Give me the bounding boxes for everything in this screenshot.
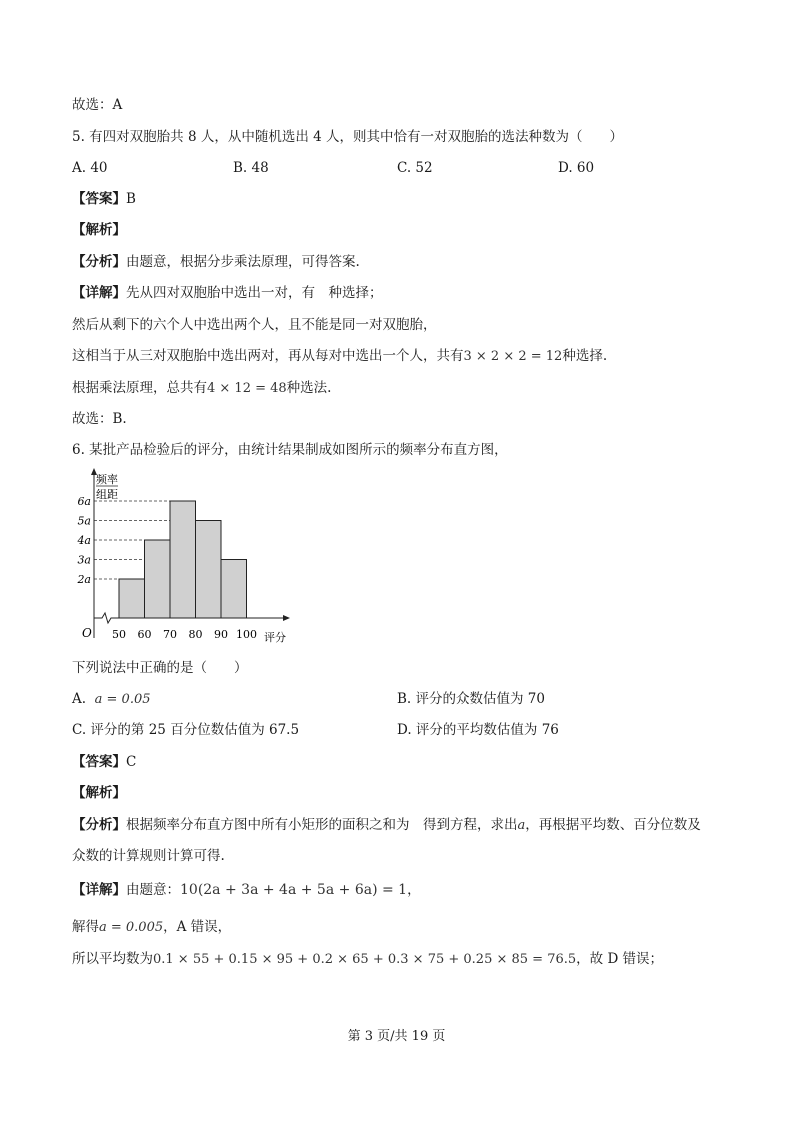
analysis-tag: 【分析】 [72,817,126,833]
ylabel-top: 频率 [96,473,118,486]
math-expression: 10(2a + 3a + 4a + 5a + 6a) = 1 [180,882,408,898]
detail-tag: 【详解】 [72,882,126,898]
text-segment: 这相当于从三对双胞胎中选出两对，再从每对中选出一个人，共有 [72,348,464,364]
text-line [72,950,663,969]
answer-value: B [126,191,136,207]
q5-option-c: C. 52 [397,160,433,176]
text-segment: 解得 [72,919,99,935]
option-letter: A. [72,691,87,707]
histogram-bar [196,521,222,619]
answer-tag: 【答案】 [72,191,126,207]
histogram-bar [221,560,247,619]
q6-option-d: D. 评分的平均数估值为 76 [397,722,559,738]
question-5: 5. 有四对双胞胎共 8 人，从中随机选出 4 人，则其中恰有一对双胞胎的选法种数为（ ） [72,129,624,145]
y-tick-label: 2a [77,573,91,586]
detail-tag: 【详解】 [72,285,126,301]
question-6: 6. 某批产品检验后的评分，由统计结果制成如图所示的频率分布直方图， [72,442,508,458]
q6-option-a [72,690,151,709]
analysis-text: 由题意，根据分步乘法原理，可得答案. [126,254,360,270]
answer-value: C [126,754,137,770]
analysis-6 [72,816,701,835]
text-segment: 根据乘法原理，总共有 [72,380,207,396]
text-line: 故选：A [72,97,123,113]
math-expression: a = 0.05 [94,692,151,707]
frequency-histogram [72,466,302,646]
q5-option-b: B. 48 [233,160,269,176]
text-segment: 种选法. [286,380,332,396]
text-segment: ， [407,882,421,898]
histogram-bar [145,540,171,618]
x-axis-arrow [283,615,290,621]
page-footer: 第 3 页/共 19 页 [347,1029,446,1044]
answer-tag: 【答案】 [72,754,126,770]
math-expression: 4 × 12 = 48 [207,381,287,396]
detail-5 [72,284,383,302]
text-line: 故选：B. [72,411,127,427]
math-expression: 0.1 × 55 + 0.15 × 95 + 0.2 × 65 + 0.3 × 75 + 0.25 × 85 = 76.5 [153,952,577,967]
histogram-bar [170,501,196,618]
text-line [72,379,331,398]
y-tick-label: 3a [77,553,91,567]
math-expression: 3 × 2 × 2 = 12 [463,349,563,364]
detail-text: 先从四对双胞胎中选出一对，有 种选择； [126,285,383,301]
origin-label: O [82,626,92,640]
q5-option-d: D. 60 [558,160,595,176]
q6-option-b: B. 评分的众数估值为 70 [397,691,545,707]
detail-6 [72,881,421,899]
ylabel-bottom: 组距 [96,488,118,501]
analysis-header-5: 【解析】 [72,222,126,238]
y-tick-label: 5a [77,514,91,528]
histogram-marks [76,495,257,641]
text-segment: 由题意： [126,882,180,898]
text-line: 然后从剩下的六个人中选出两个人，且不能是同一对双胞胎， [72,317,437,333]
text-line: 众数的计算规则计算可得. [72,848,225,864]
q6-option-c: C. 评分的第 25 百分位数估值为 67.5 [72,722,300,738]
x-tick-label: 70 [163,628,177,641]
x-tick-label: 50 [112,628,126,641]
text-line [72,918,231,937]
text-segment: ，再根据平均数、百分位数及 [525,817,701,833]
text-segment: 所以平均数为 [72,951,153,967]
x-tick-label: 60 [137,628,152,641]
text-segment: 根据频率分布直方图中所有小矩形的面积之和为 得到方程，求出 [126,817,518,833]
q5-option-a: A. 40 [72,160,108,176]
x-axis-label: 评分 [264,631,286,644]
x-tick-label: 100 [236,628,257,641]
text-segment: 种选择. [562,348,608,364]
x-tick-label: 90 [214,628,228,641]
math-expression: a [517,818,526,833]
y-tick-label: 6a [77,495,91,508]
analysis-tag: 【分析】 [72,254,126,270]
y-tick-label: 4a [77,534,91,547]
text-line [72,347,607,366]
answer-6 [72,753,136,771]
question-6-ask: 下列说法中正确的是（ ） [72,660,248,676]
analysis-5 [72,253,360,271]
answer-5 [72,190,136,208]
text-segment: ，A 错误， [163,919,232,935]
x-tick-label: 80 [188,628,203,641]
analysis-header-6: 【解析】 [72,785,126,801]
text-segment: ，故 D 错误； [576,951,664,967]
math-expression: a = 0.005 [99,920,164,935]
histogram-bar [119,579,145,618]
